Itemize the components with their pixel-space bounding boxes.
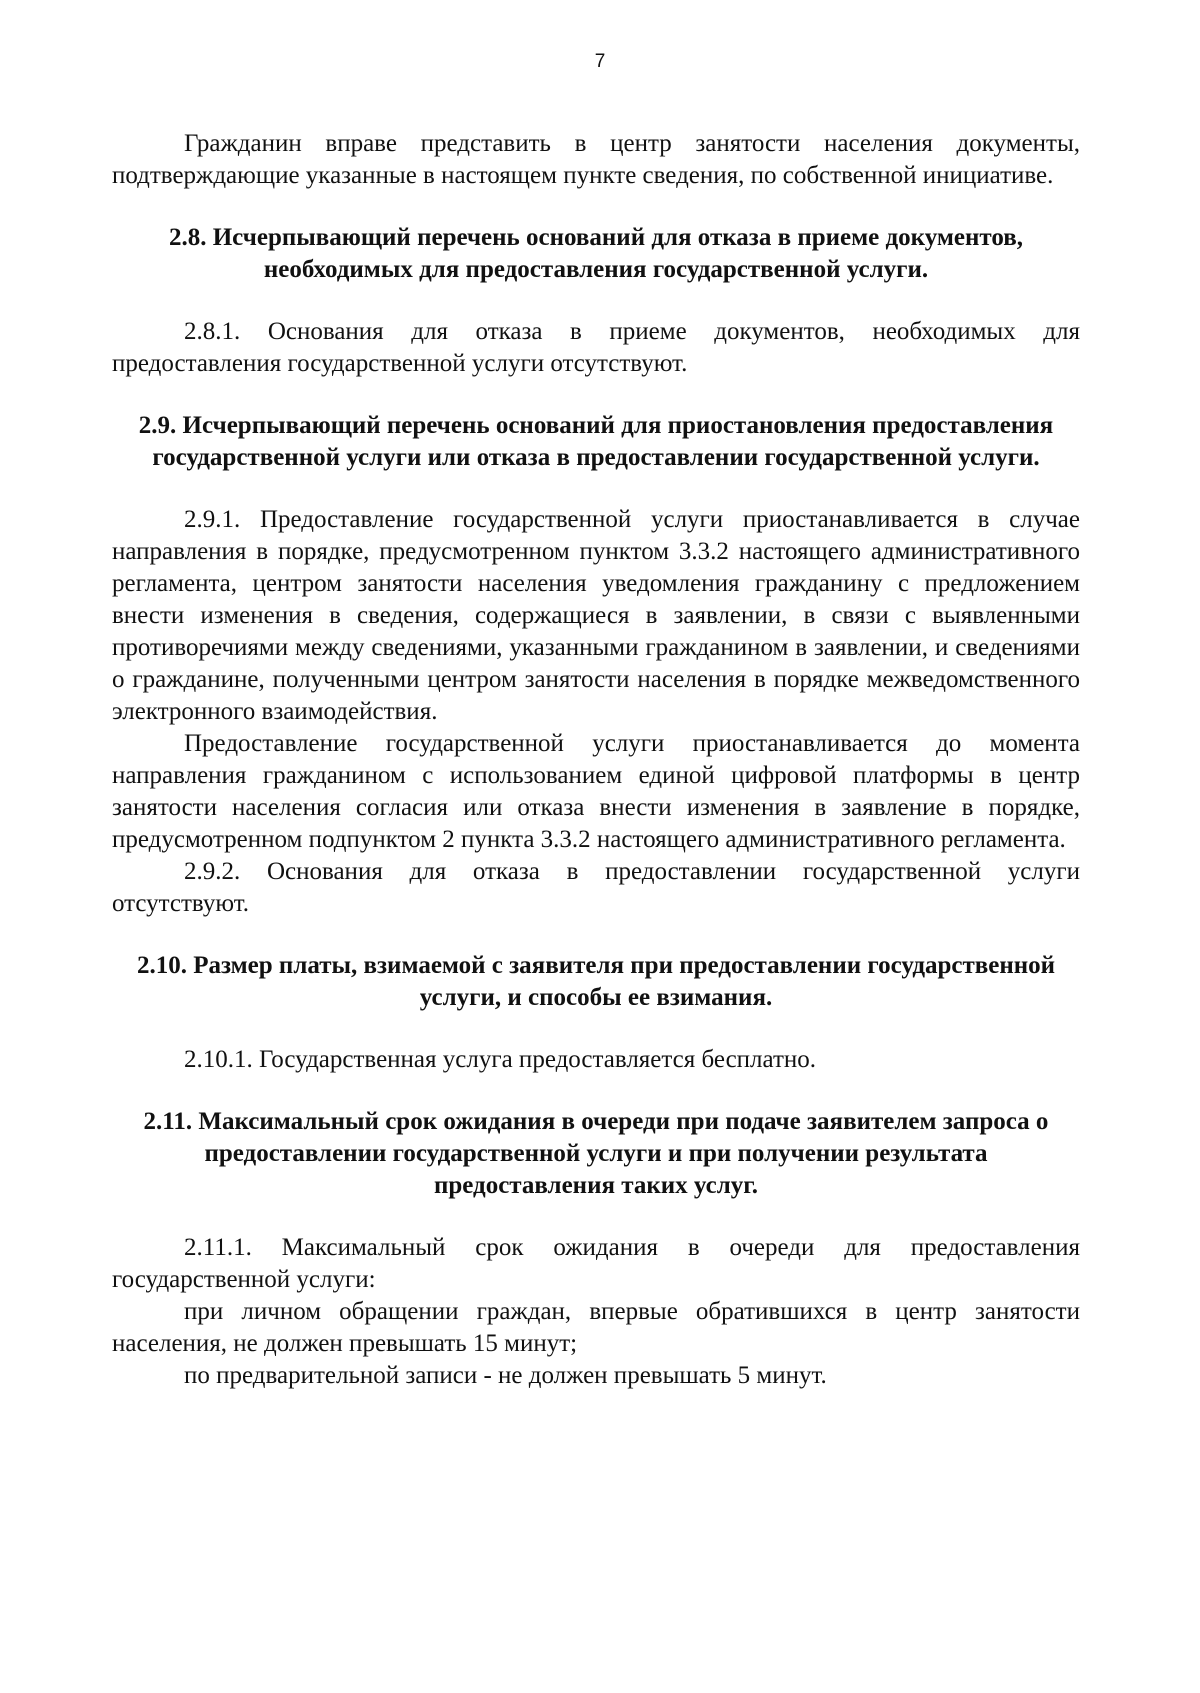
paragraph-2-9-2: 2.9.2. Основания для отказа в предоставлении государственной услуги отсутствуют.: [112, 858, 1080, 917]
paragraph-2-11-1: 2.11.1. Максимальный срок ожидания в очереди для предоставления государственной услуги:: [112, 1234, 1080, 1293]
paragraph-2-11-1-appointment: по предварительной записи - не должен превышать 5 минут.: [184, 1362, 827, 1389]
section-heading-2-9: 2.9. Исчерпывающий перечень оснований для приостановления предоставления государственной услуги или отказа в предоставлении государственной услуги.: [138, 412, 1054, 471]
paragraph-2-9-1-continued: Предоставление государственной услуги приостанавливается до момента направления гражданином с использованием единой цифровой платформы в центр занятости населения согласия или отказа внести изменения в заявление в порядке, предусмотренном подпунктом 2 пункта 3.3.2 настоящего административного регламента.: [112, 730, 1080, 853]
paragraph-2-10-1: 2.10.1. Государственная услуга предоставляется бесплатно.: [184, 1046, 817, 1073]
paragraph-2-11-1-personal: при личном обращении граждан, впервые обратившихся в центр занятости населения, не должен превышать 15 минут;: [112, 1298, 1080, 1357]
paragraph-2-8-1: 2.8.1. Основания для отказа в приеме документов, необходимых для предоставления государственной услуги отсутствуют.: [112, 318, 1080, 377]
section-heading-2-10: 2.10. Размер платы, взимаемой с заявителя при предоставлении государственной услуги, и способы ее взимания.: [136, 952, 1056, 1011]
paragraph-2-9-1: 2.9.1. Предоставление государственной услуги приостанавливается в случае направления в порядке, предусмотренном пунктом 3.3.2 настоящего административного регламента, центром занятости населения уведомления гражданину с предложением внести изменения в сведения, содержащиеся в заявлении, в связи с выявленными противоречиями между сведениями, указанными гражданином в заявлении, и сведениями о гражданине, полученными центром занятости населения в порядке межведомственного электронного взаимодействия.: [112, 506, 1080, 725]
section-heading-2-8: 2.8. Исчерпывающий перечень оснований для отказа в приеме документов, необходимых для предоставления государственной услуги.: [168, 224, 1023, 283]
paragraph-intro: Гражданин вправе представить в центр занятости населения документы, подтверждающие указанные в настоящем пункте сведения, по собственной инициативе.: [112, 130, 1080, 189]
page-number: 7: [594, 51, 606, 72]
document-body: [112, 128, 1080, 1392]
section-heading-2-11: 2.11. Максимальный срок ожидания в очереди при подаче заявителем запроса о предоставлении государственной услуги и при получении результата предоставления таких услуг.: [143, 1108, 1049, 1199]
